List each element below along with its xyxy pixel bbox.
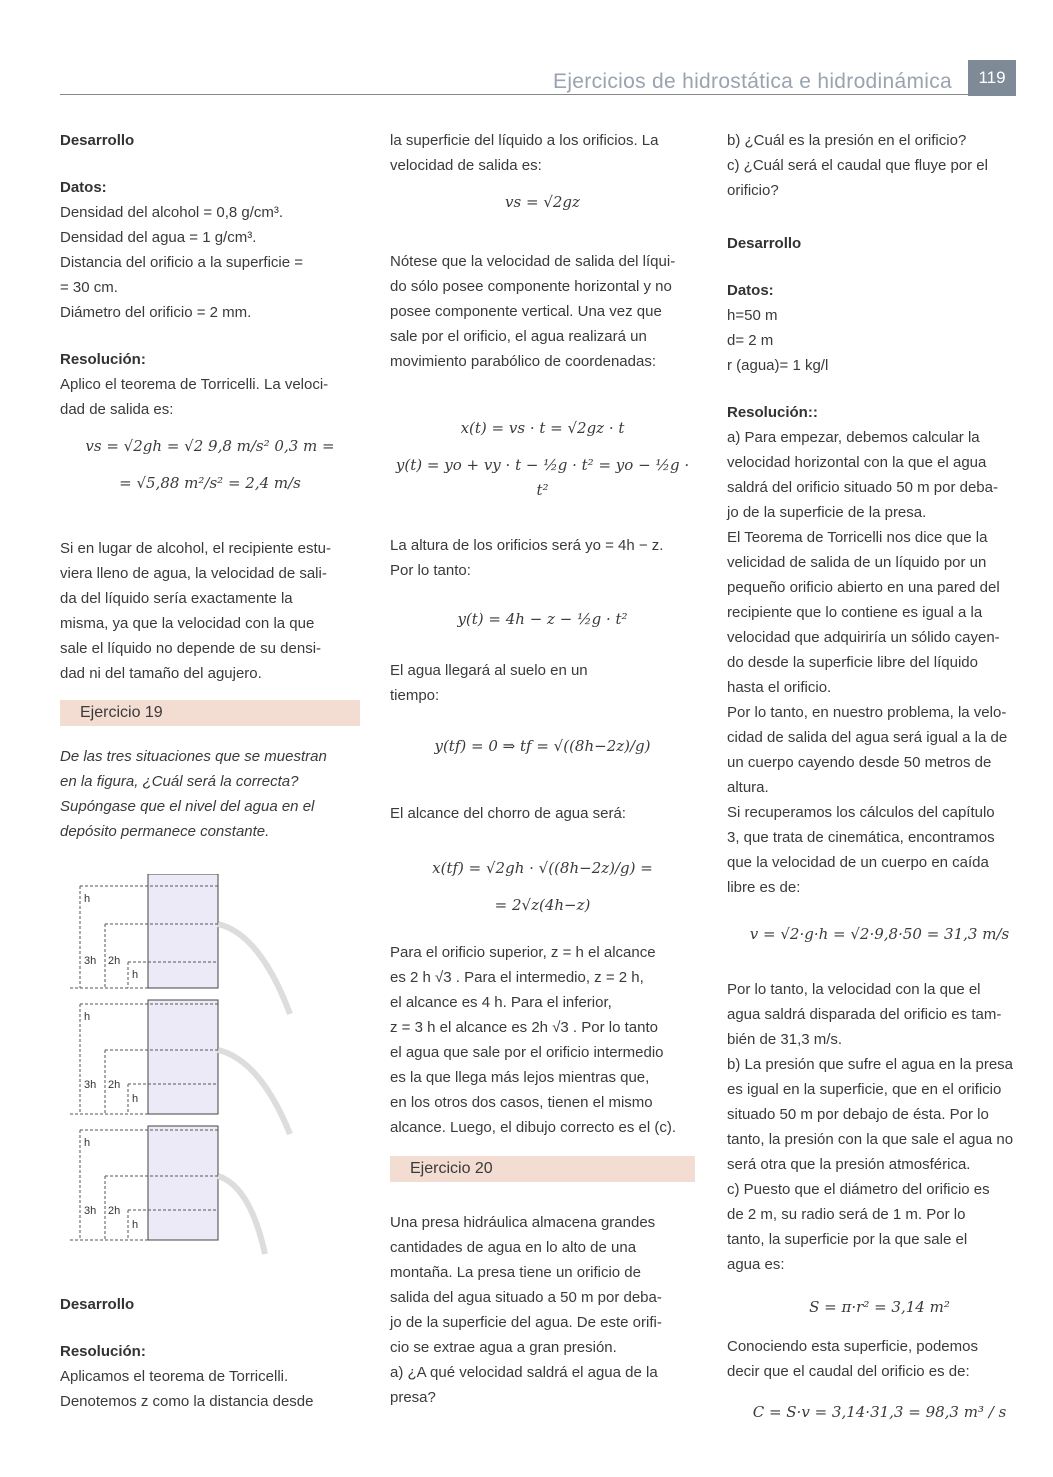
equation: = √5,88 m²/s² = 2,4 m/s <box>119 474 301 492</box>
text-line: un cuerpo cayendo desde 50 metros de <box>727 754 992 771</box>
text-line: decir que el caudal del orificio es de: <box>727 1363 970 1380</box>
header-rule <box>60 94 990 95</box>
text-line: Supóngase que el nivel del agua en el <box>60 798 315 815</box>
text-line: es la que llega más lejos mientras que, <box>390 1069 650 1086</box>
fig-label-h: h <box>84 1011 91 1023</box>
section-heading: Desarrollo <box>727 235 802 252</box>
text-line: depósito permanece constante. <box>60 823 270 840</box>
text-line: velocidad que adquiriría un sólido cayen- <box>727 629 1000 646</box>
text-line: el agua que sale por el orificio intermedio <box>390 1044 664 1061</box>
fig-label-3h: 3h <box>84 955 97 967</box>
equation: C = S·v = 3,14·31,3 = 98,3 m³ / s <box>752 1403 1007 1421</box>
text-line: agua saldrá disparada del orificio es tam- <box>727 1006 1002 1023</box>
subheading: Datos: <box>727 282 774 299</box>
fig-label-h: h <box>84 1137 91 1149</box>
text-line: la superficie del líquido a los orificios. La <box>390 132 659 149</box>
column-3 <box>727 128 1032 1425</box>
fig-label-3h: 3h <box>84 1079 97 1091</box>
text-line: Por lo tanto: <box>390 562 471 579</box>
text-line: hasta el orificio. <box>727 679 832 696</box>
exercise-19-heading: Ejercicio 19 <box>60 700 360 726</box>
equation: y(tf) = 0 ⇒ tf = √((8h−2z)/g) <box>434 737 651 755</box>
text-line: libre es de: <box>727 879 801 896</box>
text-line: altura. <box>727 779 769 796</box>
header-title: Ejercicios de hidrostática e hidrodinámica <box>553 70 952 93</box>
text-line: agua es: <box>727 1256 785 1273</box>
text-line: bién de 31,3 m/s. <box>727 1031 843 1048</box>
text-line: Por lo tanto, la velocidad con la que el <box>727 981 981 998</box>
text-line: = 30 cm. <box>60 279 118 296</box>
text-line: sale por el orificio, el agua realizará un <box>390 328 647 345</box>
text-line: Si recuperamos los cálculos del capítulo <box>727 804 995 821</box>
text-line: es igual en la superficie, que en el orificio <box>727 1081 1002 1098</box>
equation: vs = √2gh = √2 9,8 m/s² 0,3 m = <box>85 437 335 455</box>
text-line: Distancia del orificio a la superficie = <box>60 254 304 271</box>
text-line: c) ¿Cuál será el caudal que fluye por el <box>727 157 988 174</box>
text-line: velocidad de salida es: <box>390 157 542 174</box>
text-line: La altura de los orificios será yo = 4h − z. <box>390 537 664 554</box>
section-heading: Desarrollo <box>60 132 135 149</box>
fig-label-h: h <box>84 893 91 905</box>
text-line: cidad de salida del agua será igual a la de <box>727 729 1008 746</box>
text-line: saldrá del orificio situado 50 m por deba- <box>727 479 998 496</box>
text-line: r (agua)= 1 kg/l <box>727 357 829 374</box>
text-line: Nótese que la velocidad de salida del líqui- <box>390 253 676 270</box>
text-line: do desde la superficie libre del líquido <box>727 654 978 671</box>
text-line: en los otros dos casos, tienen el mismo <box>390 1094 653 1111</box>
text-line: a) ¿A qué velocidad saldrá el agua de la <box>390 1364 658 1381</box>
text-line: Conociendo esta superficie, podemos <box>727 1338 978 1355</box>
text-line: Por lo tanto, en nuestro problema, la velo- <box>727 704 1007 721</box>
text-line: do sólo posee componente horizontal y no <box>390 278 672 295</box>
text-line: dad de salida es: <box>60 401 174 418</box>
text-line: velocidad horizontal con la que el agua <box>727 454 987 471</box>
text-line: jo de la superficie de la presa. <box>727 504 927 521</box>
text-line: Para el orificio superior, z = h el alcance <box>390 944 656 961</box>
equation: x(tf) = √2gh · √((8h−2z)/g) = <box>432 859 653 877</box>
text-line: tanto, la presión con la que sale el agua no <box>727 1131 1014 1148</box>
equation: S = π·r² = 3,14 m² <box>809 1298 950 1316</box>
tank-figure <box>60 874 300 1264</box>
fig-label-2h: 2h <box>108 1079 121 1091</box>
text-line: z = 3 h el alcance es 2h √3 . Por lo tanto <box>390 1019 658 1036</box>
fig-label-2h: 2h <box>108 1205 121 1217</box>
text-line: Diámetro del orificio = 2 mm. <box>60 304 252 321</box>
text-line: tanto, la superficie por la que sale el <box>727 1231 968 1248</box>
text-line: b) ¿Cuál es la presión en el orificio? <box>727 132 967 149</box>
text-line: posee componente vertical. Una vez que <box>390 303 662 320</box>
text-line: d= 2 m <box>727 332 774 349</box>
text-line: presa? <box>390 1389 436 1406</box>
subheading: Resolución: <box>60 1343 146 1360</box>
text-line: orificio? <box>727 182 779 199</box>
text-line: El agua llegará al suelo en un <box>390 662 588 679</box>
text-line: c) Puesto que el diámetro del orificio es <box>727 1181 990 1198</box>
text-line: tiempo: <box>390 687 440 704</box>
text-line: a) Para empezar, debemos calcular la <box>727 429 980 446</box>
text-line: b) La presión que sufre el agua en la presa <box>727 1056 1014 1073</box>
text-line: h=50 m <box>727 307 778 324</box>
text-line: de 2 m, su radio será de 1 m. Por lo <box>727 1206 966 1223</box>
subheading: Resolución:: <box>727 404 818 421</box>
text-line: cantidades de agua en lo alto de una <box>390 1239 637 1256</box>
equation: y(t) = yo + vy · t − ½g · t² = yo − ½g · t² <box>395 456 690 499</box>
text-line: misma, ya que la velocidad con la que <box>60 615 315 632</box>
text-line: salida del agua situado a 50 m por deba- <box>390 1289 662 1306</box>
text-line: El Teorema de Torricelli nos dice que la <box>727 529 988 546</box>
text-line: sale el líquido no depende de su densi- <box>60 640 322 657</box>
text-line: es 2 h √3 . Para el intermedio, z = 2 h, <box>390 969 644 986</box>
exercise-20-heading: Ejercicio 20 <box>390 1156 695 1182</box>
text-line: cio se extrae agua a gran presión. <box>390 1339 617 1356</box>
text-line: será otra que la presión atmosférica. <box>727 1156 971 1173</box>
text-line: que la velocidad de un cuerpo en caída <box>727 854 989 871</box>
text-line: Una presa hidráulica almacena grandes <box>390 1214 656 1231</box>
text-line: 3, que trata de cinemática, encontramos <box>727 829 995 846</box>
text-line: De las tres situaciones que se muestran <box>60 748 327 765</box>
text-line: jo de la superficie del agua. De este orifi- <box>390 1314 662 1331</box>
text-line: pequeño orificio abierto en una pared del <box>727 579 1000 596</box>
fig-label-3h: 3h <box>84 1205 97 1217</box>
equation: = 2√z(4h−z) <box>494 896 591 914</box>
equation: y(t) = 4h − z − ½g · t² <box>457 610 628 628</box>
column-1 <box>60 128 360 1414</box>
equation: v = √2·g·h = √2·9,8·50 = 31,3 m/s <box>749 925 1010 943</box>
text-line: situado 50 m por debajo de ésta. Por lo <box>727 1106 989 1123</box>
fig-label-h: h <box>132 1093 139 1105</box>
text-line: Aplico el teorema de Torricelli. La veloci- <box>60 376 329 393</box>
text-line: da del líquido sería exactamente la <box>60 590 293 607</box>
subheading: Datos: <box>60 179 107 196</box>
text-line: movimiento parabólico de coordenadas: <box>390 353 656 370</box>
text-line: El alcance del chorro de agua será: <box>390 805 626 822</box>
equation: x(t) = vs · t = √2gz · t <box>460 419 625 437</box>
text-line: Densidad del alcohol = 0,8 g/cm³. <box>60 204 284 221</box>
subheading: Resolución: <box>60 351 146 368</box>
text-line: alcance. Luego, el dibujo correcto es el (c). <box>390 1119 676 1136</box>
text-line: Denotemos z como la distancia desde <box>60 1393 314 1410</box>
fig-label-h: h <box>132 1219 139 1231</box>
fig-label-2h: 2h <box>108 955 121 967</box>
text-line: recipiente que lo contiene es igual a la <box>727 604 983 621</box>
text-line: Aplicamos el teorema de Torricelli. <box>60 1368 289 1385</box>
page-header <box>60 60 1032 96</box>
text-line: velicidad de salida de un líquido por un <box>727 554 987 571</box>
fig-label-h: h <box>132 969 139 981</box>
text-line: Si en lugar de alcohol, el recipiente estu- <box>60 540 331 557</box>
text-line: en la figura, ¿Cuál será la correcta? <box>60 773 299 790</box>
text-line: viera lleno de agua, la velocidad de sali- <box>60 565 327 582</box>
text-line: dad ni del tamaño del agujero. <box>60 665 262 682</box>
equation: vs = √2gz <box>505 193 580 211</box>
section-heading: Desarrollo <box>60 1296 135 1313</box>
column-2 <box>390 128 695 1410</box>
page-number: 119 <box>968 60 1016 96</box>
text-line: montaña. La presa tiene un orificio de <box>390 1264 641 1281</box>
text-line: Densidad del agua = 1 g/cm³. <box>60 229 257 246</box>
text-line: el alcance es 4 h. Para el inferior, <box>390 994 612 1011</box>
